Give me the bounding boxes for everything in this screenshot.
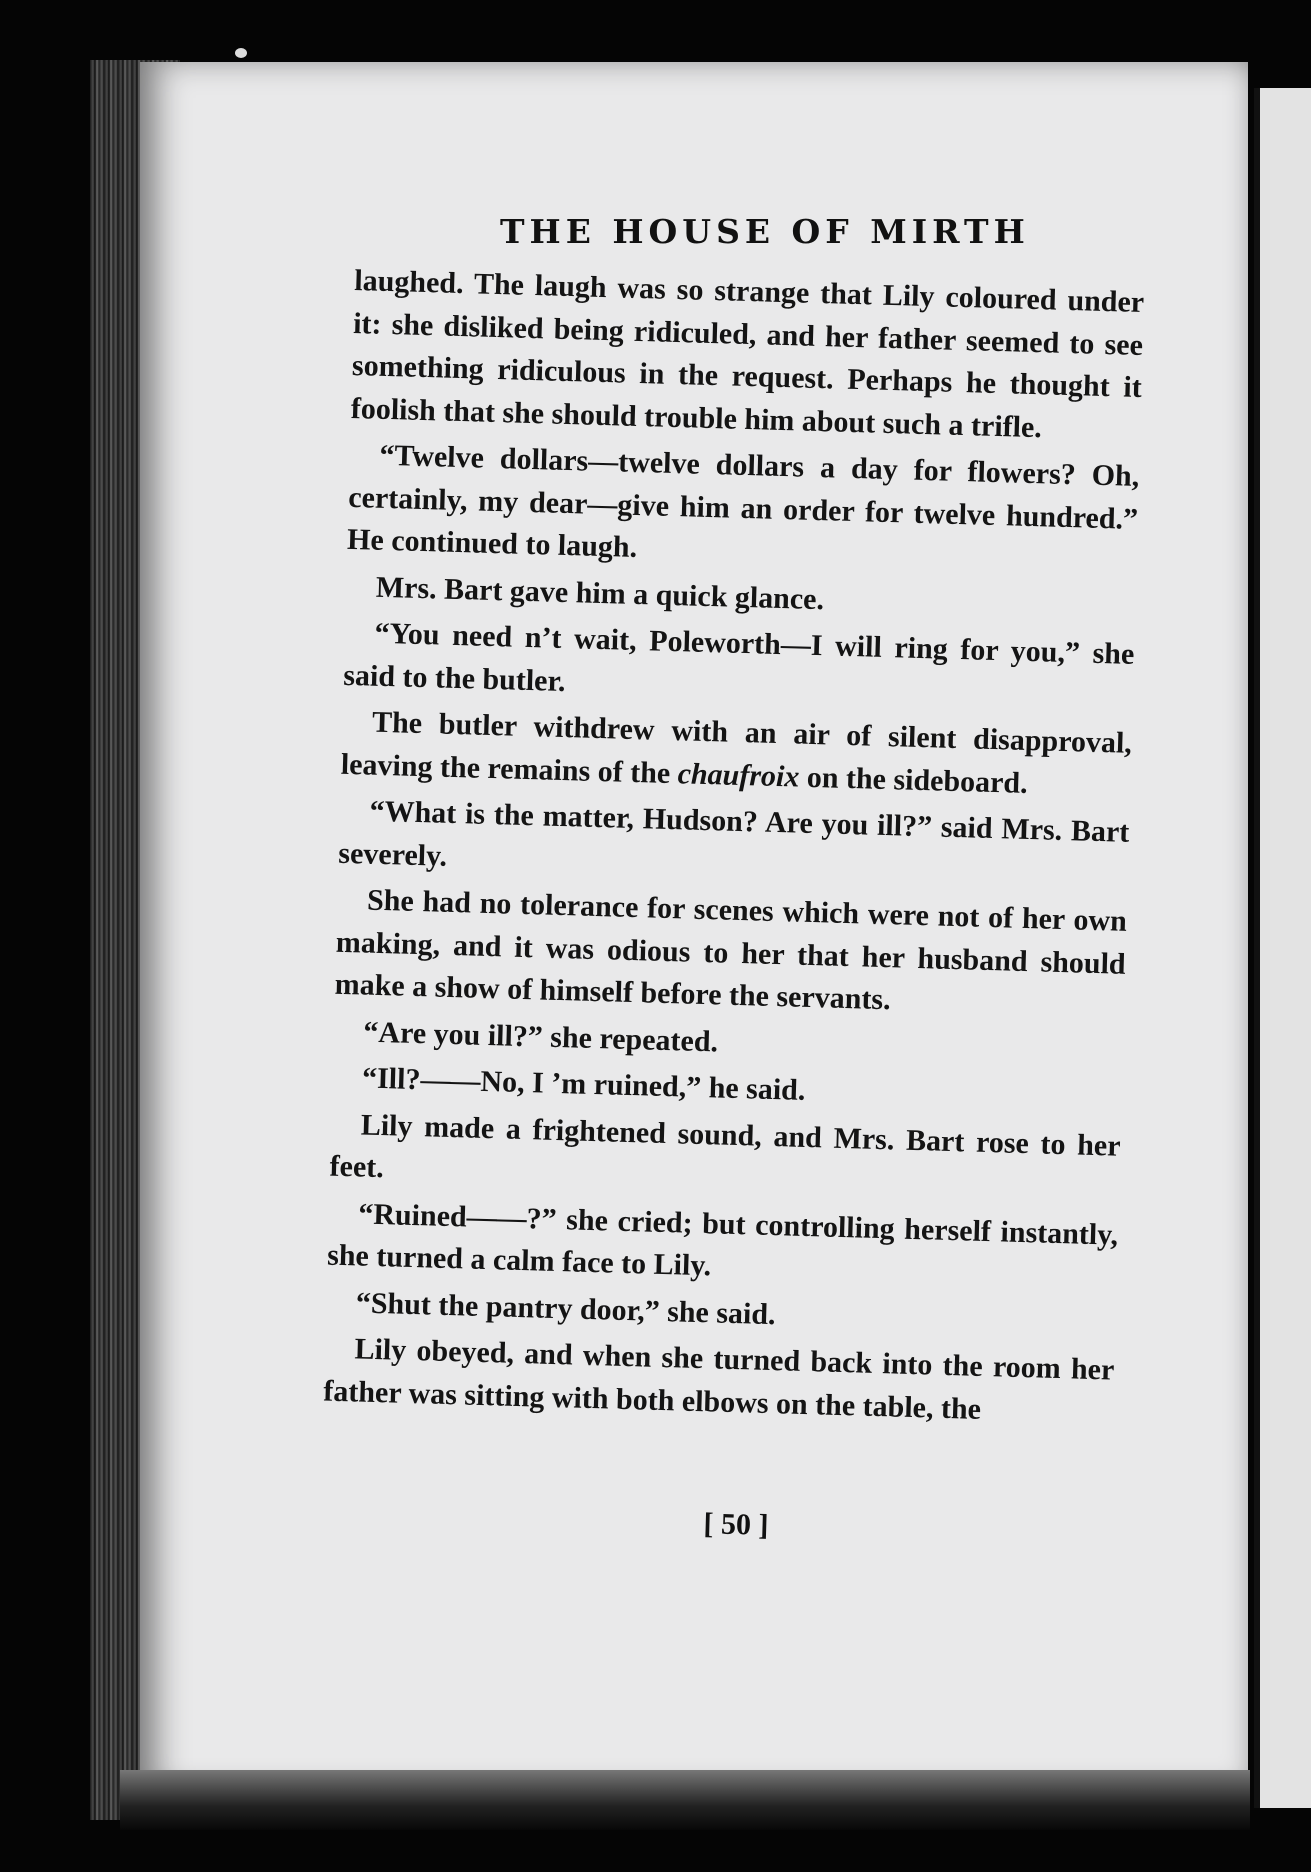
paragraph-10: Lily made a frightened sound, and Mrs. Bart rose to her feet. (329, 1108, 1122, 1185)
body-text (323, 260, 1145, 1439)
page-number: [ 50 ] (703, 1507, 769, 1542)
paragraph-9: “Ill?——No, I ’m ruined,” he said. (361, 1061, 806, 1107)
paragraph-5 (340, 701, 1132, 808)
paragraph-13: Lily obeyed, and when she turned back into the room her father was sitting with both elbows on the table, the (322, 1332, 1115, 1426)
paragraph-5-italic: chaufroix (677, 756, 800, 794)
paragraph-11: “Ruined——?” she cried; but controlling herself instantly, she turned a calm face to Lily. (326, 1196, 1119, 1283)
paragraph-6: “What is the matter, Hudson? Are you ill?” said Mrs. Bart severely. (337, 794, 1130, 873)
scan-artifact (235, 48, 247, 58)
bottom-edge-shadow (120, 1770, 1250, 1830)
paragraph-12: “Shut the pantry door,” she said. (355, 1285, 777, 1331)
facing-page-edge (1254, 88, 1311, 1808)
paragraph-5-after: on the sideboard. (798, 760, 1029, 800)
paragraph-4: “You need n’t wait, Poleworth—I will ring for you,” she said to the butler. (342, 616, 1135, 698)
running-head: THE HOUSE OF MIRTH (500, 212, 1030, 251)
paragraph-1: laughed. The laugh was so strange that Lily coloured under it: she disliked being ridiculed, and her father seemed to see something ridiculous in the request. Perhaps he thought it foolish that she should trouble him about such a trifle. (350, 263, 1145, 444)
paragraph-3: Mrs. Bart gave him a quick glance. (375, 570, 825, 616)
paragraph-8: “Are you ill?” she repeated. (363, 1015, 719, 1058)
paragraph-7: She had no tolerance for scenes which were not of her own making, and it was odious to her that her husband should make a show of himself before the servants. (334, 883, 1128, 1017)
paragraph-5-before: The butler withdrew with an air of silent disapproval, leaving the remains of the (340, 705, 1133, 790)
paragraph-2: “Twelve dollars—twelve dollars a day for flowers? Oh, certainly, my dear—give him an order for twelve hundred.” He continued to laugh. (346, 438, 1140, 564)
